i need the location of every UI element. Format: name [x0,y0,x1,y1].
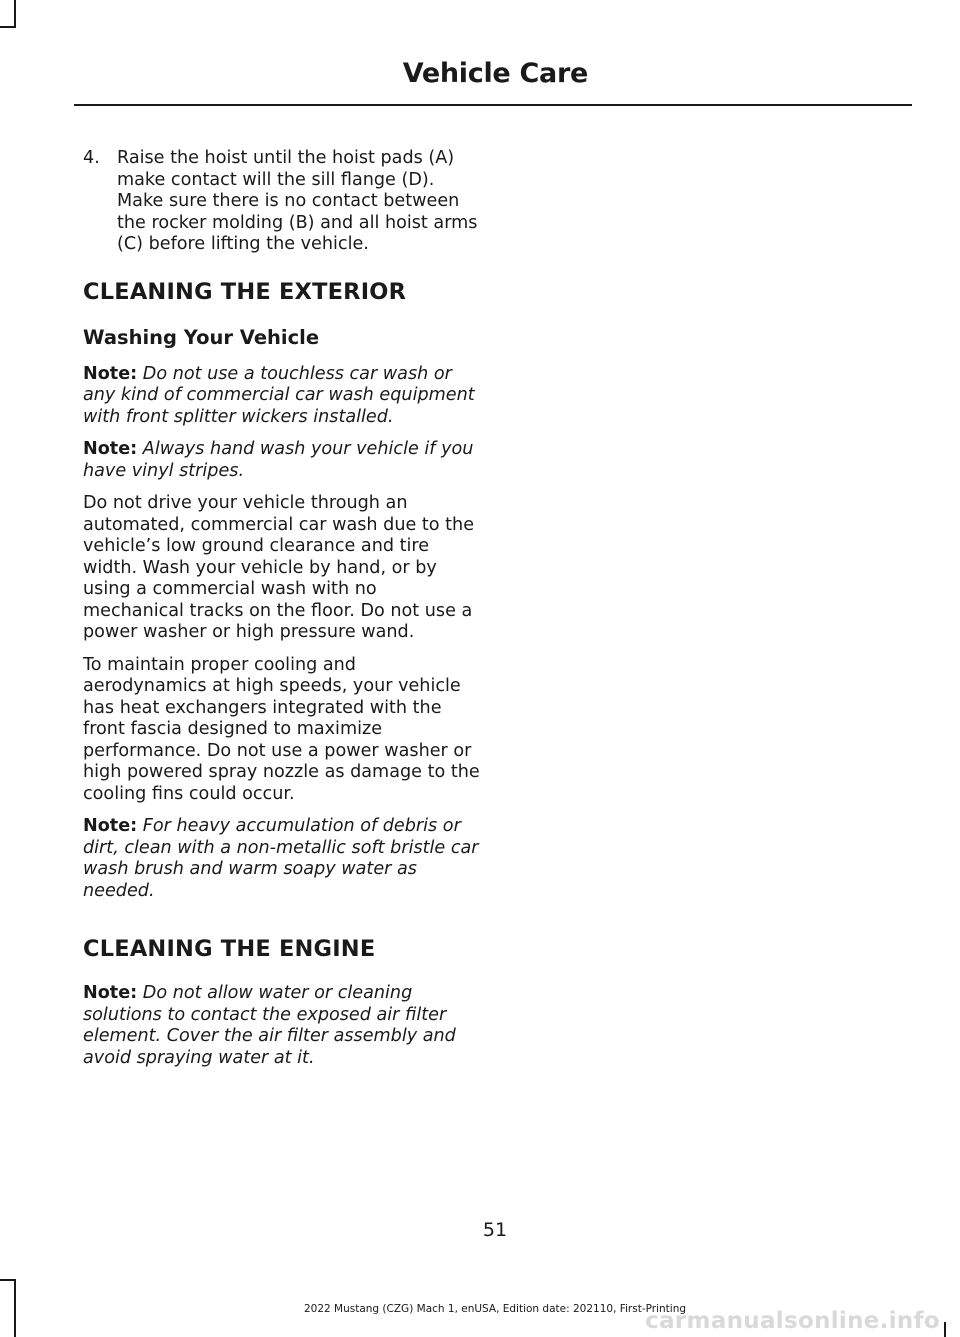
page-content [83,148,483,1080]
note-label: Note: [83,363,138,384]
note-text: For heavy accumulation of debris or dirt, clean with a non-metallic soft bristle car wash brush and warm soapy water as needed. [83,816,479,901]
note-paragraph [83,816,483,902]
step-number: 4. [83,148,100,168]
note-text: Always hand wash your vehicle if you have vinyl stripes. [83,439,474,481]
crop-mark-bottom-right [944,1322,946,1337]
note-text: Do not allow water or cleaning solutions to contact the exposed air filter element. Cover the air filter assembly and avoid spraying water at it. [83,983,456,1068]
header-divider [74,104,912,106]
section-title: Vehicle Care [402,58,588,89]
edition-footer: 2022 Mustang (CZG) Mach 1, enUSA, Edition date: 202110, First-Printing [303,1303,687,1315]
note-paragraph [83,439,483,482]
crop-mark-top-left [14,0,16,28]
heading-cleaning-engine: CLEANING THE ENGINE [83,936,376,962]
note-label: Note: [83,983,138,1003]
step-text: Raise the hoist until the hoist pads (A) make contact will the sill flange (D). Make sure there is no contact between the rocker molding (B) and all hoist arms (C) before lifting the vehicle. [117,148,478,254]
note-paragraph [83,364,483,429]
crop-mark-top-left-h [0,26,16,28]
note-paragraph [83,983,483,1069]
note-label: Note: [83,816,138,836]
subheading-washing-vehicle: Washing Your Vehicle [83,325,320,349]
note-text: Do not use a touchless car wash or any kind of commercial car wash equipment with front splitter wickers installed. [83,363,475,427]
list-item [83,148,483,256]
body-paragraph: Do not drive your vehicle through an automated, commercial car wash due to the vehicle’s low ground clearance and tire width. Wash your vehicle by hand, or by using a commercial wash with no mechanical tracks on the floor. Do not use a power washer or high pressure wand. [83,493,475,642]
body-paragraph: To maintain proper cooling and aerodynamics at high speeds, your vehicle has heat exchangers integrated with the front fascia designed to maximize performance. Do not use a power washer or high powered spray nozzle as damage to the cooling fins could occur. [83,654,480,804]
crop-mark-bottom-left-h [0,1279,16,1281]
watermark: carmanualsonline.info [645,1308,940,1334]
page-number: 51 [482,1219,508,1241]
note-label: Note: [83,439,138,459]
heading-cleaning-exterior: CLEANING THE EXTERIOR [83,278,407,305]
